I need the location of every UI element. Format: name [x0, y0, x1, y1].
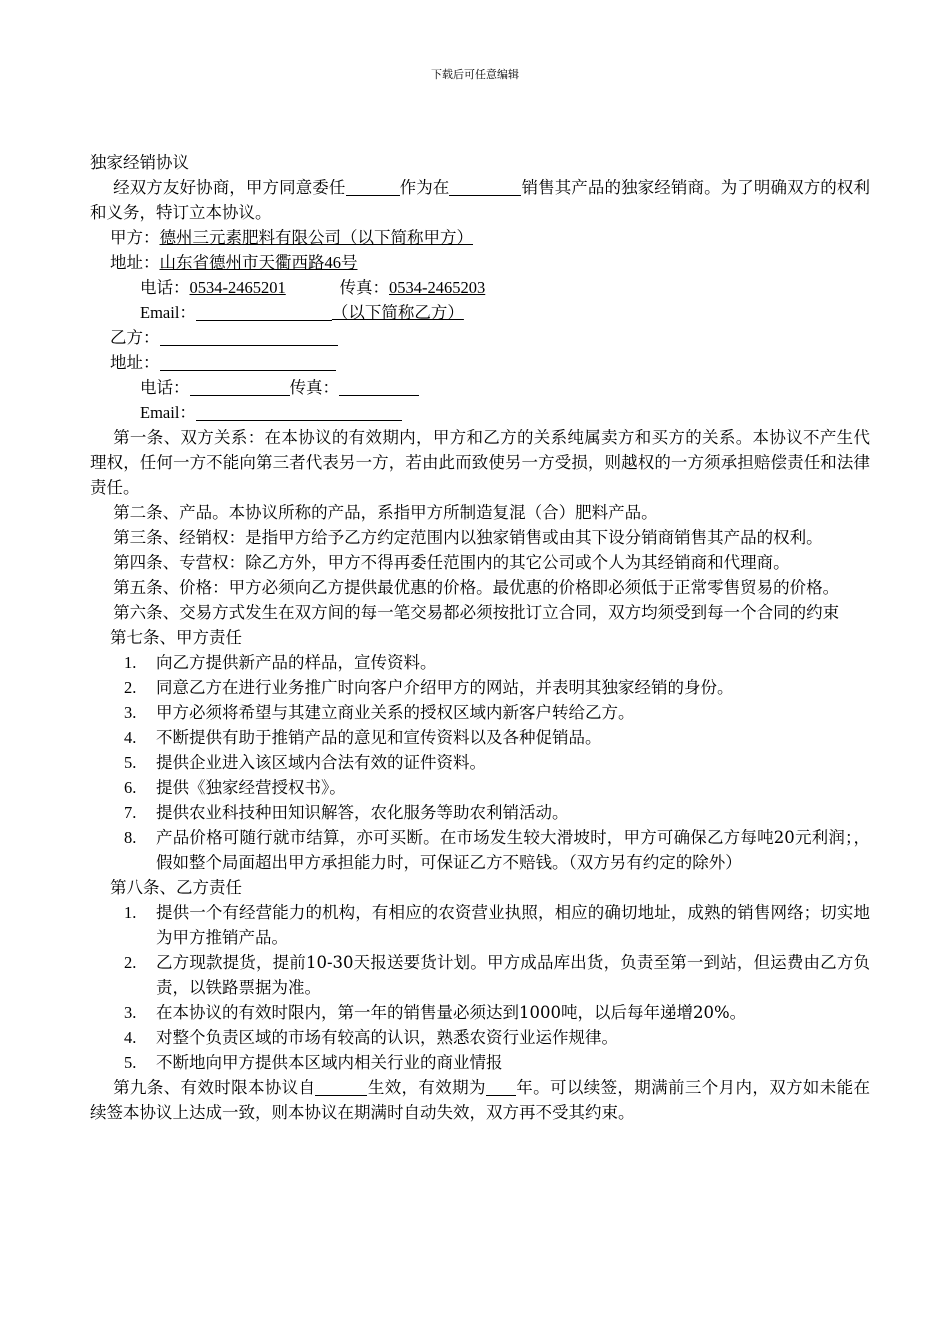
- party-b-tel-blank[interactable]: [190, 378, 290, 396]
- list-text: 在本协议的有效时限内，第一年的销售量必须达到1000吨，以后每年递增20%。: [156, 1003, 747, 1022]
- party-b-name-blank[interactable]: [160, 328, 338, 346]
- list-number: 8.: [124, 828, 137, 847]
- article-6: 第六条、交易方式发生在双方间的每一笔交易都必须按批订立合同，双方均须受到每一个合同的约束: [113, 603, 840, 622]
- list-number: 2.: [124, 678, 137, 697]
- party-a-email-line: [90, 300, 870, 325]
- list-text: 提供一个有经营能力的机构，有相应的农资营业执照，相应的确切地址，成熟的销售网络；切实地为甲方推销产品。: [156, 903, 870, 947]
- party-b-email-blank[interactable]: [196, 403, 402, 421]
- article-4: 第四条、专营权：除乙方外，甲方不得再委任范围内的其它公司或个人为其经销商和代理商。: [113, 553, 790, 572]
- party-b-address-blank[interactable]: [160, 353, 336, 371]
- list-item: [90, 1050, 870, 1075]
- list-item: [90, 725, 870, 750]
- list-number: 2.: [124, 953, 137, 972]
- party-a-email-note: （以下简称乙方）: [331, 303, 464, 322]
- party-b-line: [90, 325, 870, 350]
- list-item: [90, 900, 870, 950]
- party-a-address-label: 地址：: [110, 253, 160, 272]
- article-1: 第一条、双方关系：在本协议的有效期内，甲方和乙方的关系纯属卖方和买方的关系。本协议不产生代理权，任何一方不能向第三者代表另一方，若由此而致使另一方受损，则越权的一方须承担赔偿责任和法律责任。: [90, 428, 870, 497]
- party-a-fax: 0534-2465203: [389, 278, 486, 297]
- document-title: 独家经销协议: [90, 153, 189, 172]
- list-number: 3.: [124, 703, 137, 722]
- list-number: 5.: [124, 753, 137, 772]
- party-b-email-label: Email：: [140, 403, 196, 422]
- article-8-list: [90, 900, 870, 1075]
- effective-date-blank[interactable]: [315, 1078, 367, 1096]
- party-a-tel-label: 电话：: [140, 278, 190, 297]
- page-header: 下载后可任意编辑: [431, 68, 519, 81]
- party-a-tel: 0534-2465201: [189, 278, 286, 297]
- list-text: 甲方必须将希望与其建立商业关系的授权区域内新客户转给乙方。: [156, 703, 635, 722]
- article-8-heading: 第八条、乙方责任: [110, 878, 242, 897]
- list-number: 6.: [124, 778, 137, 797]
- party-a-contact-line: [90, 275, 870, 300]
- term-years-blank[interactable]: [486, 1078, 516, 1096]
- appointee-blank[interactable]: [346, 178, 400, 196]
- list-text: 提供《独家经营授权书》。: [156, 778, 346, 797]
- article-2: 第二条、产品。本协议所称的产品，系指甲方所制造复混（合）肥料产品。: [113, 503, 658, 522]
- list-item: [90, 700, 870, 725]
- list-item: [90, 950, 870, 1000]
- list-item: [90, 1025, 870, 1050]
- list-item: [90, 675, 870, 700]
- article-9-text-3: 年。可以续签，期满前三个月内，双方如未能在续签本协议上达成一致，则本协议在期满时自动失效，双方再不受其约束。: [90, 1078, 871, 1122]
- article-5: 第五条、价格：甲方必须向乙方提供最优惠的价格。最优惠的价格即必须低于正常零售贸易的价格。: [113, 578, 840, 597]
- list-number: 3.: [124, 1003, 137, 1022]
- list-text: 向乙方提供新产品的样品，宣传资料。: [156, 653, 437, 672]
- list-item: [90, 825, 870, 875]
- article-7-heading: 第七条、甲方责任: [110, 628, 242, 647]
- list-text: 乙方现款提货，提前10-30天报送要货计划。甲方成品库出货，负责至第一到站，但运费由乙方负责，以铁路票据为准。: [156, 953, 870, 997]
- party-b-email-line: [90, 400, 870, 425]
- party-b-fax-label: 传真：: [289, 378, 339, 397]
- party-a-email-blank[interactable]: [196, 303, 332, 321]
- list-text: 提供企业进入该区域内合法有效的证件资料。: [156, 753, 486, 772]
- document-body: [90, 150, 870, 1125]
- party-b-label: 乙方：: [110, 328, 160, 347]
- list-item: [90, 800, 870, 825]
- party-a-address-line: [90, 250, 870, 275]
- article-9: [90, 1075, 870, 1125]
- party-a-email-label: Email：: [140, 303, 196, 322]
- list-item: [90, 650, 870, 675]
- party-a-fax-label: 传真：: [339, 278, 389, 297]
- party-b-address-line: [90, 350, 870, 375]
- list-number: 4.: [124, 728, 137, 747]
- intro-text-1: 经双方友好协商，甲方同意委任: [113, 178, 346, 197]
- party-b-tel-label: 电话：: [140, 378, 190, 397]
- list-item: [90, 750, 870, 775]
- list-item: [90, 775, 870, 800]
- party-a-line: [90, 225, 870, 250]
- party-b-address-label: 地址：: [110, 353, 160, 372]
- article-9-text-1: 第九条、有效时限本协议自: [113, 1078, 316, 1097]
- list-text: 提供农业科技种田知识解答，农化服务等助农利销活动。: [156, 803, 569, 822]
- list-number: 1.: [124, 903, 137, 922]
- intro-text-2: 作为在: [399, 178, 450, 197]
- list-text: 不断提供有助于推销产品的意见和宣传资料以及各种促销品。: [156, 728, 602, 747]
- list-text: 同意乙方在进行业务推广时向客户介绍甲方的网站，并表明其独家经销的身份。: [156, 678, 734, 697]
- article-9-text-2: 生效，有效期为: [367, 1078, 486, 1097]
- party-b-contact-line: [90, 375, 870, 400]
- list-number: 4.: [124, 1028, 137, 1047]
- list-text: 不断地向甲方提供本区域内相关行业的商业情报: [156, 1053, 503, 1072]
- list-number: 5.: [124, 1053, 137, 1072]
- list-text: 产品价格可随行就市结算，亦可买断。在市场发生较大滑坡时，甲方可确保乙方每吨20元利润；，假如整个局面超出甲方承担能力时，可保证乙方不赔钱。（双方另有约定的除外）: [156, 828, 870, 872]
- party-a-address: 山东省德州市天衢西路46号: [159, 253, 358, 272]
- list-item: [90, 1000, 870, 1025]
- party-a-label: 甲方：: [110, 228, 160, 247]
- article-3: 第三条、经销权：是指甲方给予乙方约定范围内以独家销售或由其下设分销商销售其产品的权利。: [113, 528, 823, 547]
- party-a-name: 德州三元素肥料有限公司（以下简称甲方）: [159, 228, 473, 247]
- list-text: 对整个负责区域的市场有较高的认识，熟悉农资行业运作规律。: [156, 1028, 618, 1047]
- intro-paragraph: [90, 175, 870, 225]
- region-blank[interactable]: [449, 178, 521, 196]
- intro-text-3: 销售其产品的独家经销商。为了明确双方的权利和义务，特订立本协议。: [90, 178, 871, 222]
- party-b-fax-blank[interactable]: [339, 378, 419, 396]
- article-7-list: [90, 650, 870, 875]
- list-number: 1.: [124, 653, 137, 672]
- list-number: 7.: [124, 803, 137, 822]
